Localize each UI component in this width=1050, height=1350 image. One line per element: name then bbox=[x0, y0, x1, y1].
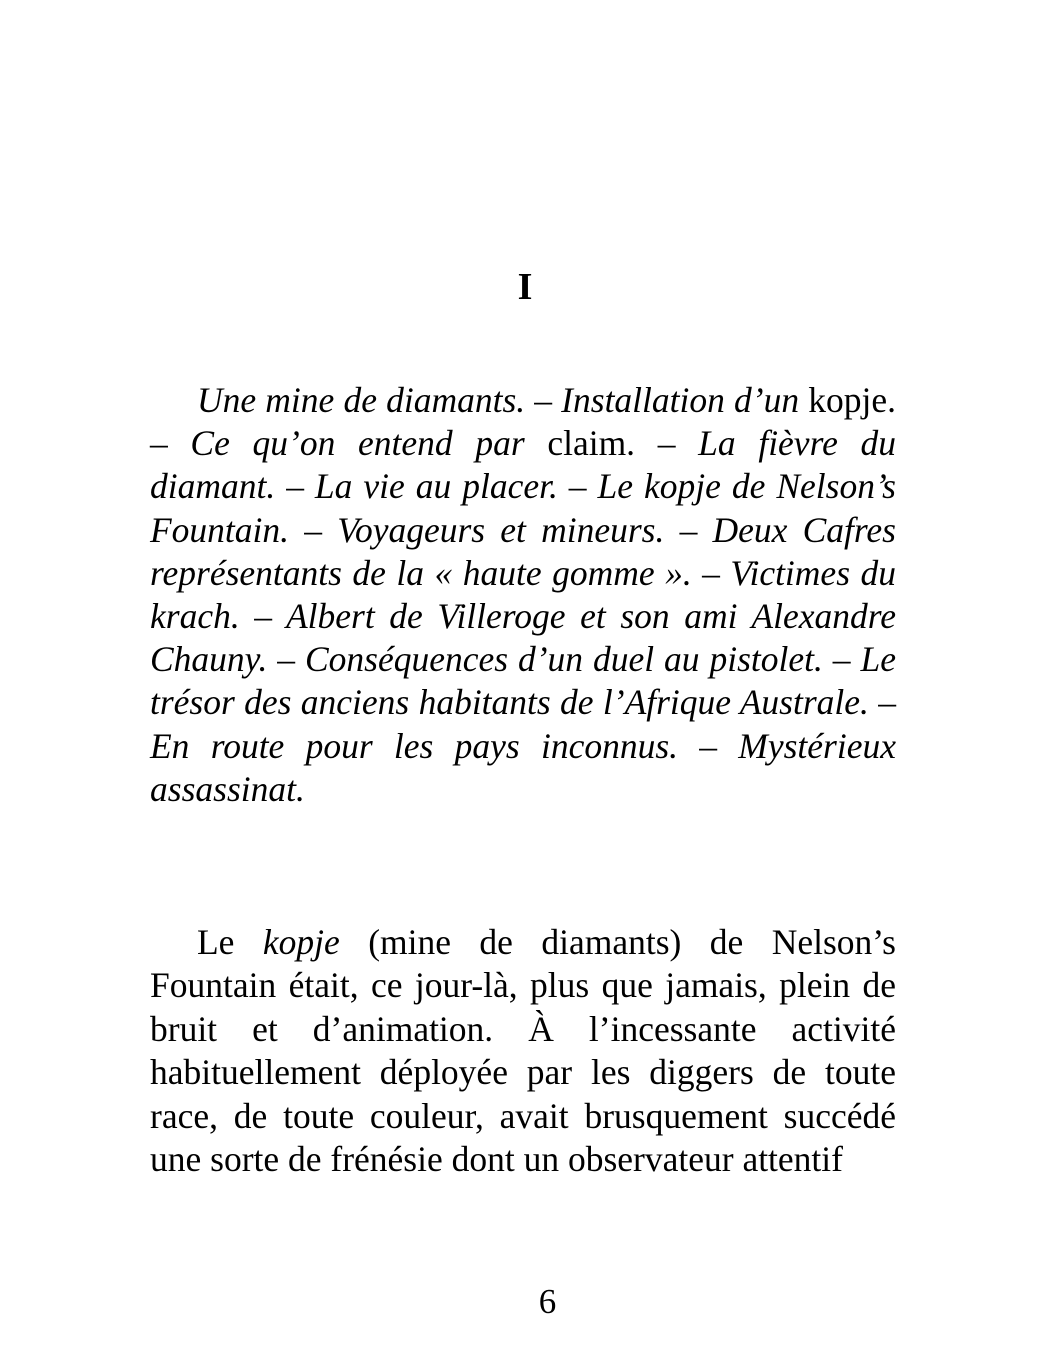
body-paragraph bbox=[150, 921, 896, 1181]
body-text-1: Le bbox=[197, 922, 263, 962]
chapter-number: I bbox=[517, 266, 533, 308]
chapter-summary bbox=[150, 379, 896, 811]
summary-text-1: Une mine de diamants. – Installation d’un bbox=[197, 380, 809, 420]
page-number: 6 bbox=[538, 1282, 557, 1321]
body-text-2: (mine de diamants) de Nelson’s Fountain était, ce jour-là, plus que jamais, plein de bruit et d’animation. À l’incessante activité habituellement déployée par les diggers de toute race, de toute couleur, avait brusquement succédé une sorte de frénésie dont un observateur attentif bbox=[150, 922, 896, 1180]
summary-term-kopje: kopje. bbox=[808, 380, 896, 420]
body-term-kopje: kopje bbox=[262, 922, 340, 962]
summary-text-2: – Ce qu’on entend par bbox=[150, 423, 548, 464]
summary-term-claim: claim. bbox=[547, 423, 636, 464]
summary-text-3: – La fièvre du diamant. – La vie au placer. – Le kopje de Nelson’s Fountain. – Voyageurs et mineurs. – Deux Cafres représentants de la « haute gomme ». – Victimes du krach. – Albert de Villeroge et son ami Alexandre Chauny. – Conséquences d’un duel au pistolet. – Le trésor des anciens habitants de l’Afrique Australe. – En route pour les pays inconnus. – Mystérieux assassinat. bbox=[150, 423, 896, 809]
